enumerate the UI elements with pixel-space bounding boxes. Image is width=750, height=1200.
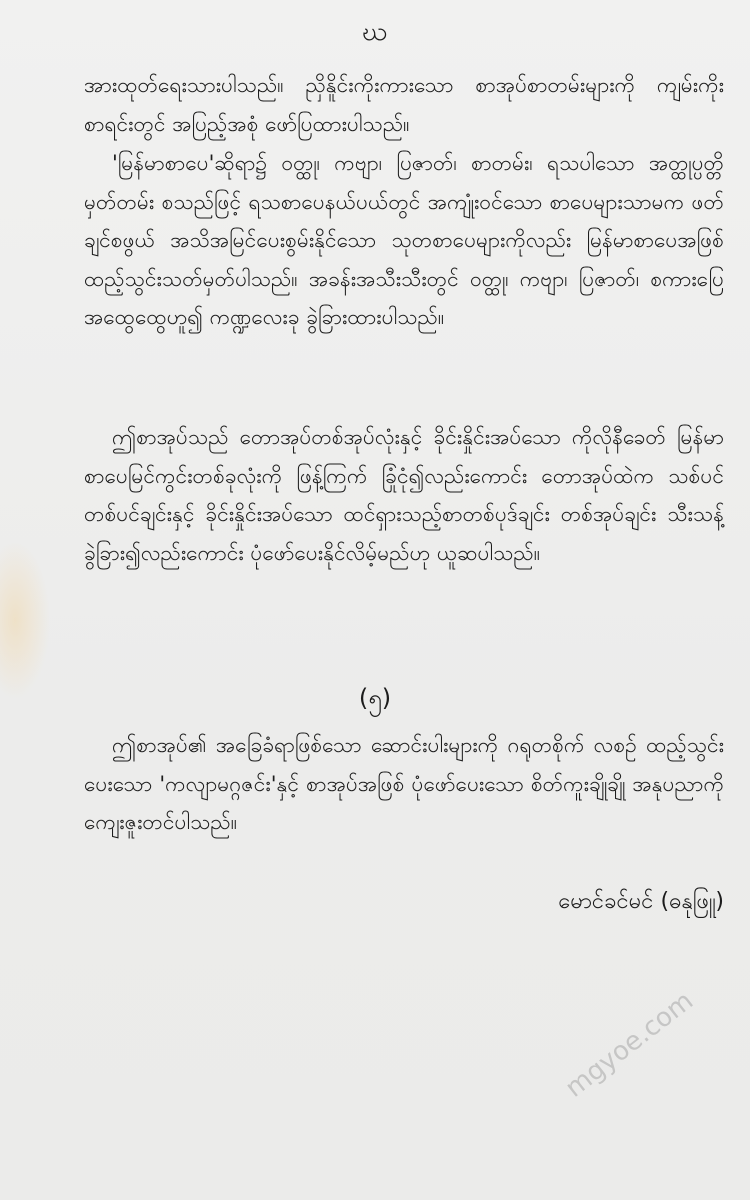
paragraph-4: ဤစာအုပ်၏ အခြေခံရာဖြစ်သော ဆောင်းပါးများကို ဂရုတစိုက် လစဉ် ထည့်သွင်းပေးသော 'ကလျာမဂ္ဂဇင်း'နှင့် စာအုပ်အဖြစ် ပုံဖော်ပေးသော စိတ်ကူးချိုချို အနုပညာကို ကျေးဇူးတင်ပါသည်။: [84, 733, 724, 834]
site-watermark: mgyoe.com: [560, 985, 699, 1104]
paragraph-2: 'မြန်မာစာပေ'ဆိုရာ၌ ဝတ္ထု၊ ကဗျာ၊ ပြဇာတ်၊ စာတမ်း၊ ရသပါသော အတ္ထုပ္ပတ္တိမှတ်တမ်း စသည်ဖြင့် ရသစာပေနယ်ပယ်တွင် အကျုံးဝင်သော စာပေများသာမက ဖတ်ချင်စဖွယ် အသိအမြင်ပေးစွမ်းနိုင်သော သုတစာပေများကိုလည်း မြန်မာစာပေအဖြစ် ထည့်သွင်းသတ်မှတ်ပါသည်။ အခန်းအသီးသီးတွင် ဝတ္ထု၊ ကဗျာ၊ ပြဇာတ်၊ စကားပြေအထွေထွေဟူ၍ ကဏ္ဍလေးခု ခွဲခြားထားပါသည်။: [84, 151, 724, 329]
page-number: ဃ: [362, 17, 388, 47]
author-signature: မောင်ခင်မင် (ဓနုဖြူ): [558, 889, 724, 914]
paper-stain: [0, 540, 50, 700]
section-number: (၅): [358, 684, 392, 712]
paragraph-3: ဤစာအုပ်သည် တောအုပ်တစ်အုပ်လုံးနှင့် ခိုင်းနှိုင်းအပ်သော ကိုလိုနီခေတ် မြန်မာစာပေမြင်ကွင်းတစ်ခုလုံးကို ဖြန့်ကြက် ခြုံငုံ၍လည်းကောင်း တောအုပ်ထဲက သစ်ပင်တစ်ပင်ချင်းနှင့် ခိုင်းနှိုင်းအပ်သော ထင်ရှားသည့်စာတစ်ပုဒ်ချင်း တစ်အုပ်ချင်း သီးသန့်ခွဲခြား၍လည်းကောင်း ပုံဖော်ပေးနိုင်လိမ့်မည်ဟု ယူဆပါသည်။: [84, 425, 724, 565]
paragraph-1: အားထုတ်ရေးသားပါသည်။ ညှိနိူင်းကိုးကားသော စာအုပ်စာတမ်းများကို ကျမ်းကိုးစာရင်းတွင် အပြည့်အစုံ ဖော်ပြထားပါသည်။: [84, 73, 724, 136]
